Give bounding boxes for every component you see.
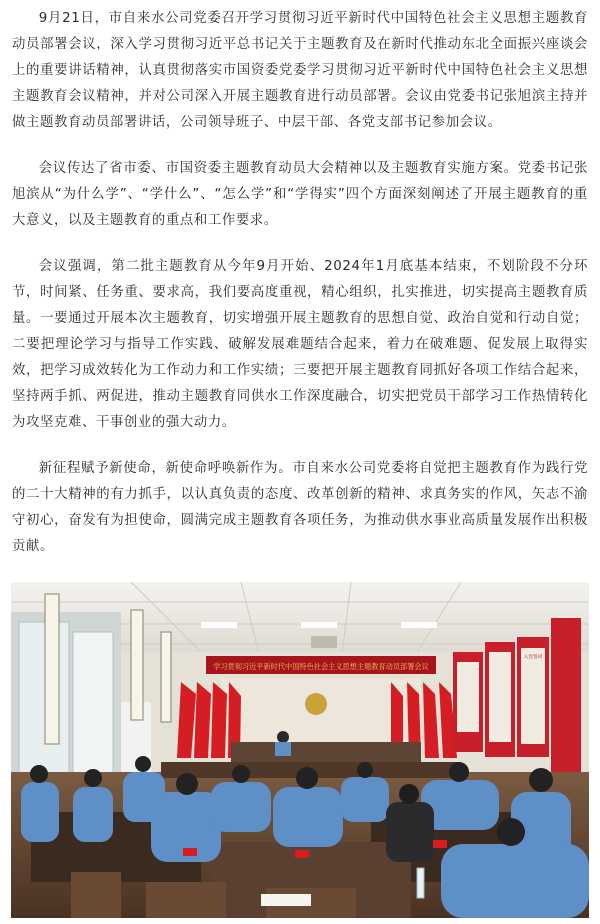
projector-icon	[311, 636, 337, 648]
display-board	[551, 618, 581, 778]
meeting-banner-text: 学习贯彻习近平新时代中国特色社会主义思想主题教育动员部署会议	[213, 662, 429, 671]
papers	[261, 894, 311, 906]
speaker	[275, 742, 291, 756]
calligraphy-scroll	[161, 632, 171, 722]
ceiling-light	[401, 622, 437, 628]
attendee-dark-suit	[386, 802, 434, 862]
article-paragraph: 9月21日，市自来水公司党委召开学习贯彻习近平新时代中国特色社会主义思想主题教育动员部署会议，深入学习贯彻习近平总书记关于主题教育及在新时代推动东北全面振兴座谈会上的重要讲话精神，认真贯彻落实市国资委党委学习贯彻习近平新时代中国特色社会主义思想主题教育会议精神，并对公司深入开展主题教育进行动员部署。会议由党委书记张旭滨主持并做主题教育动员部署讲话，公司领导班子、中层干部、各党支部书记参加会议。	[12, 11, 588, 130]
meeting-photo	[11, 582, 589, 918]
meeting-photo-illustration	[11, 582, 589, 918]
water-bottle	[417, 868, 424, 898]
ceiling-light	[201, 622, 237, 628]
calligraphy-scroll	[131, 610, 143, 720]
article-paragraph: 会议强调，第二批主题教育从今年9月开始、2024年1月底基本结束，不划阶段不分环节，时间紧、任务重、要求高，我们要高度重视，精心组织，扎实推进，切实提高主题教育质量。一要通过开展本次主题教育，切实增强开展主题教育的思想自觉、政治自觉和行动自觉；二要把理论学习与指导工作实践、破解发展难题结合起来，着力在破难题、促发展上取得实效，把学习成效转化为工作动力和工作实绩；三要把开展主题教育同抓好各项工作结合起来，坚持两手抓、两促进，推动主题教育同供水工作深度融合，切实把党员干部学习工作热情转化为攻坚克难、干事创业的强大动力。	[12, 259, 588, 430]
article-paragraph: 新征程赋予新使命，新使命呼唤新作为。市自来水公司党委将自觉把主题教育作为践行党的二十大精神的有力抓手，以认真负责的态度、改革创新的精神、求真务实的作风，矢志不渝守初心，奋发有为担使命，圆满完成主题教育各项任务，为推动供水事业高质量发展作出积极贡献。	[12, 461, 588, 554]
head-table	[231, 742, 421, 762]
party-emblem-icon	[305, 693, 327, 715]
article-body	[12, 6, 588, 580]
article-paragraph: 会议传达了省市委、市国资委主题教育动员大会精神以及主题教育实施方案。党委书记张旭滨从“为什么学”、“学什么”、“怎么学”和“学得实”四个方面深刻阐述了开展主题教育的重大意义，以及主题教育的重点和工作要求。	[12, 161, 588, 228]
ceiling-light	[301, 622, 337, 628]
wall-board-title: 入党誓词	[523, 655, 543, 660]
calligraphy-scroll	[45, 594, 59, 744]
